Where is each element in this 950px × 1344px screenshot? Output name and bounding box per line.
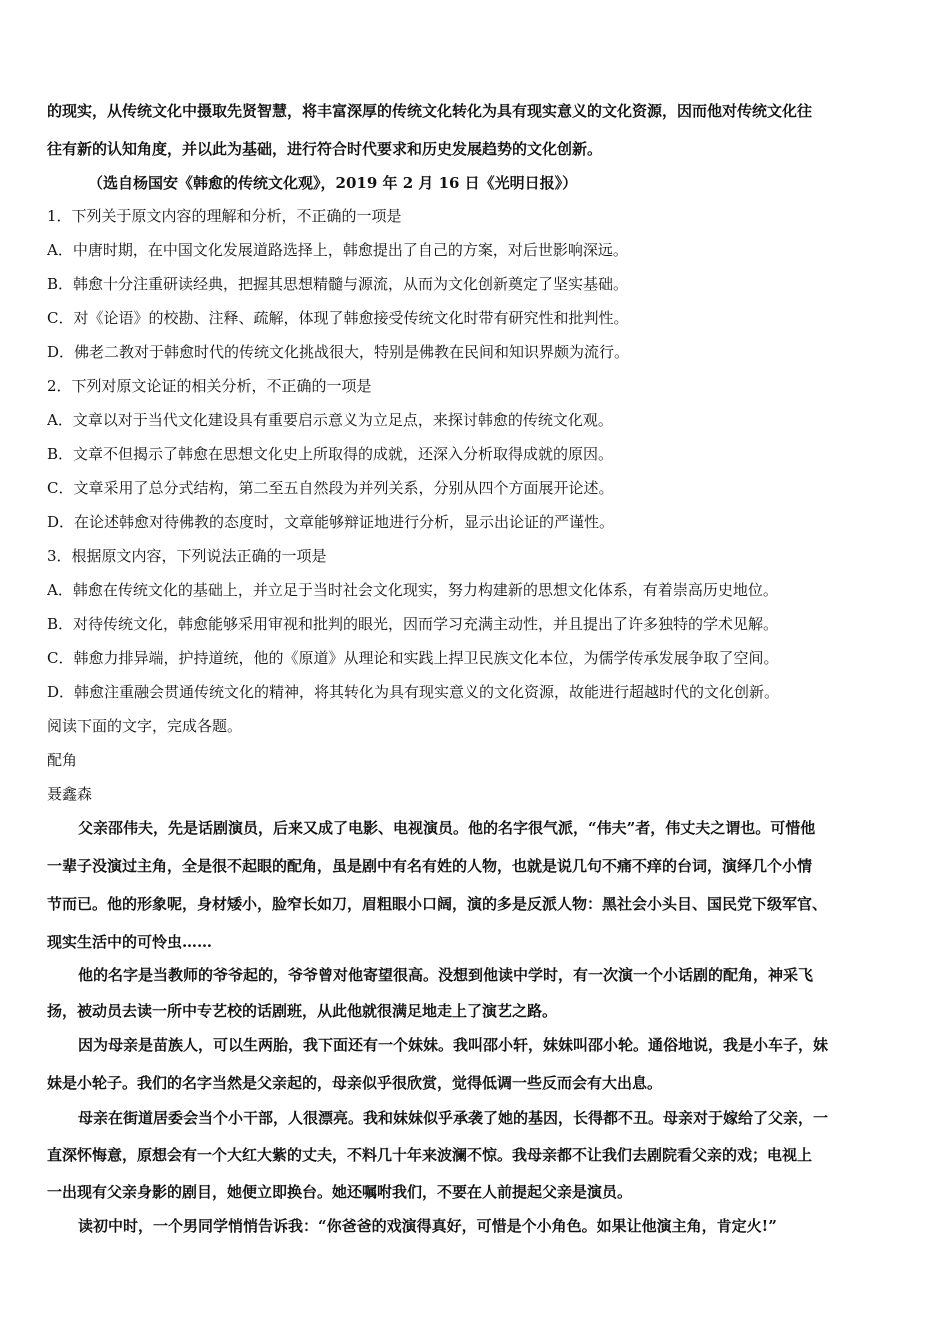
- question-option: D．在论述韩愈对待佛教的态度时，文章能够辩证地进行分析，显示出论证的严谨性。: [47, 513, 615, 531]
- question-option: D．佛老二教对于韩愈时代的传统文化挑战很大，特别是佛教在民间和知识界颇为流行。: [47, 343, 630, 361]
- story-paragraph-line: 节而已。他的形象呢，身材矮小，脸窄长如刀，眉粗眼小口阔，演的多是反派人物：黑社会小头目、国民党下级军官、: [47, 895, 828, 913]
- story-paragraph-line: 父亲邵伟夫，先是话剧演员，后来又成了电影、电视演员。他的名字很气派，“伟夫”者，伟丈夫之谓也。可惜他: [78, 819, 816, 837]
- reading-instruction: 阅读下面的文字，完成各题。: [47, 717, 243, 735]
- story-title: 配角: [47, 751, 78, 769]
- question-option: C．韩愈力排异端，护持道统，他的《原道》从理论和实践上捍卫民族文化本位，为儒学传承发展争取了空间。: [47, 649, 779, 667]
- story-paragraph-line: 扬，被动员去读一所中专艺校的话剧班，从此他就很满足地走上了演艺之路。: [47, 1002, 558, 1020]
- passage-source: （选自杨国安《韩愈的传统文化观》，2019 年 2 月 16 日《光明日报》）: [88, 174, 578, 192]
- question-option: A．文章以对于当代文化建设具有重要启示意义为立足点，来探讨韩愈的传统文化观。: [47, 411, 613, 429]
- question-option: B．文章不但揭示了韩愈在思想文化史上所取得的成就，还深入分析取得成就的原因。: [47, 445, 614, 463]
- story-paragraph-line: 直深怀悔意，原想会有一个大红大紫的丈夫，不料几十年来波澜不惊。我母亲都不让我们去剧院看父亲的戏；电视上: [47, 1146, 813, 1164]
- question-stem: 3．根据原文内容，下列说法正确的一项是: [47, 547, 327, 565]
- question-option: B．韩愈十分注重研读经典，把握其思想精髓与源流，从而为文化创新奠定了坚实基础。: [47, 275, 629, 293]
- story-paragraph-line: 母亲在街道居委会当个小干部，人很漂亮。我和妹妹似乎承袭了她的基因，长得都不丑。母亲对于嫁给了父亲，一: [78, 1109, 829, 1127]
- story-paragraph-line: 妹是小轮子。我们的名字当然是父亲起的，母亲似乎很欣赏，觉得低调一些反而会有大出息。: [47, 1074, 663, 1092]
- story-paragraph-line: 他的名字是当教师的爷爷起的，爷爷曾对他寄望很高。没想到他读中学时，有一次演一个小话剧的配角，神采飞: [78, 966, 814, 984]
- story-paragraph-line: 读初中时，一个男同学悄悄告诉我：“你爸爸的戏演得真好，可惜是个小角色。如果让他演主角，肯定火!”: [78, 1217, 777, 1235]
- question-option: C．对《论语》的校勘、注释、疏解，体现了韩愈接受传统文化时带有研究性和批判性。: [47, 309, 629, 327]
- passage-tail-line: 往有新的认知角度，并以此为基础，进行符合时代要求和历史发展趋势的文化创新。: [47, 140, 603, 158]
- story-paragraph-line: 一辈子没演过主角，全是很不起眼的配角，虽是剧中有名有姓的人物，也就是说几句不痛不痒的台词，演绎几个小情: [47, 857, 813, 875]
- question-stem: 1．下列关于原文内容的理解和分析，不正确的一项是: [47, 207, 402, 225]
- story-author: 聂鑫森: [47, 785, 93, 803]
- question-option: A．中唐时期，在中国文化发展道路选择上，韩愈提出了自己的方案，对后世影响深远。: [47, 241, 628, 259]
- story-paragraph-line: 一出现有父亲身影的剧目，她便立即换台。她还嘱咐我们，不要在人前提起父亲是演员。: [47, 1183, 633, 1201]
- story-paragraph-line: 现实生活中的可怜虫……: [47, 933, 213, 951]
- question-option: A．韩愈在传统文化的基础上，并立足于当时社会文化现实，努力构建新的思想文化体系，有着崇高历史地位。: [47, 581, 778, 599]
- story-paragraph-line: 因为母亲是苗族人，可以生两胎，我下面还有一个妹妹。我叫邵小轩，妹妹叫邵小轮。通俗地说，我是小车子，妹: [78, 1036, 829, 1054]
- passage-tail-line: 的现实，从传统文化中摄取先贤智慧，将丰富深厚的传统文化转化为具有现实意义的文化资源，因而他对传统文化往: [47, 102, 813, 120]
- question-option: B．对待传统文化，韩愈能够采用审视和批判的眼光，因而学习充满主动性，并且提出了许多独特的学术见解。: [47, 615, 779, 633]
- question-option: C．文章采用了总分式结构，第二至五自然段为并列关系，分别从四个方面展开论述。: [47, 479, 614, 497]
- question-option: D．韩愈注重融会贯通传统文化的精神，将其转化为具有现实意义的文化资源，故能进行超越时代的文化创新。: [47, 683, 780, 701]
- question-stem: 2．下列对原文论证的相关分析，不正确的一项是: [47, 377, 372, 395]
